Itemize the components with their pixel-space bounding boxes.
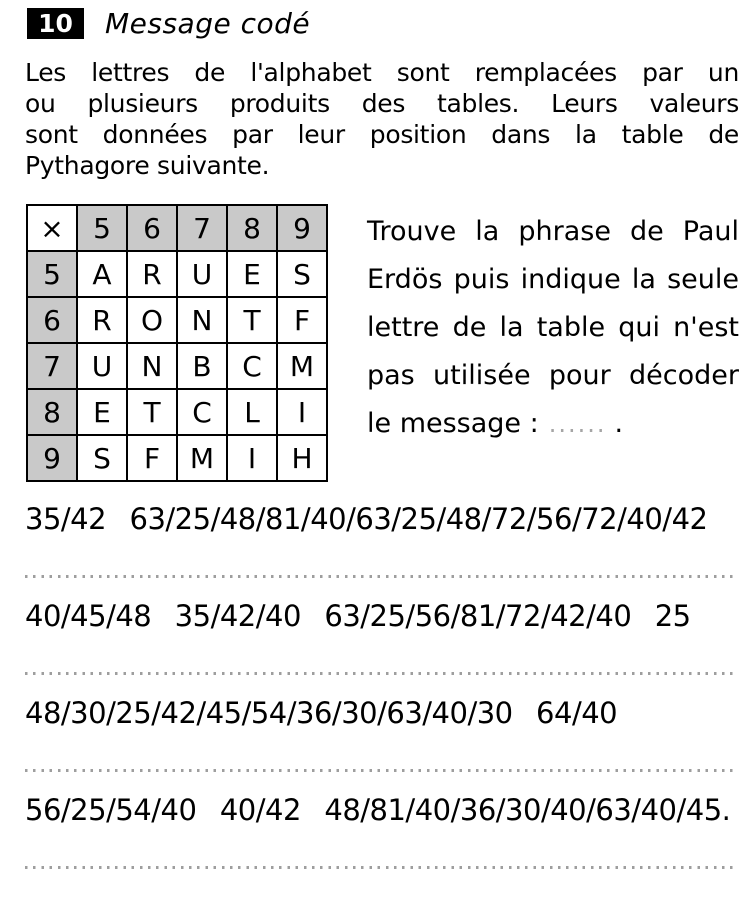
intro-line: Pythagore suivante. [25,151,270,180]
letter-cell: U [177,251,227,297]
table-row [27,435,327,481]
dotted-answer-line [25,672,737,675]
intro-line: Les lettres de l'alphabet sont remplacées par un [25,58,739,87]
coded-line: 56/25/54/40 40/42 48/81/40/36/30/40/63/40/45. [25,793,731,827]
pythagore-table [26,204,328,482]
col-header-cell: 8 [227,205,277,251]
dotted-answer-line [25,866,737,869]
answer-blank-dots: ...... [548,410,607,438]
instruction-line: Trouve la phrase de Paul [367,216,739,247]
instruction-last-suffix: . [614,408,624,439]
letter-cell: L [227,389,277,435]
coded-line: 48/30/25/42/45/54/36/30/63/40/30 64/40 [25,696,618,730]
intro-line: ou plusieurs produits des tables. Leurs valeurs [25,89,739,118]
coded-line: 35/42 63/25/48/81/40/63/25/48/72/56/72/40/42 [25,502,708,536]
letter-cell: S [277,251,327,297]
letter-cell: U [77,343,127,389]
row-header-cell: 5 [27,251,77,297]
intro-paragraph [25,57,739,181]
letter-cell: E [227,251,277,297]
letter-cell: A [77,251,127,297]
row-header-cell: 8 [27,389,77,435]
letter-cell: I [277,389,327,435]
letter-cell: N [127,343,177,389]
instruction-line: lettre de la table qui n'est [367,312,739,343]
letter-cell: E [77,389,127,435]
instruction-line: Erdös puis indique la seule [367,264,739,295]
letter-cell: H [277,435,327,481]
letter-cell: F [277,297,327,343]
table-row [27,389,327,435]
letter-cell: R [127,251,177,297]
letter-cell: M [277,343,327,389]
multiply-sign-cell: × [27,205,77,251]
row-header-cell: 7 [27,343,77,389]
table-row [27,343,327,389]
instruction-text [367,204,739,448]
letter-cell: I [227,435,277,481]
col-header-cell: 7 [177,205,227,251]
col-header-cell: 6 [127,205,177,251]
letter-cell: N [177,297,227,343]
coded-message-section [25,502,737,869]
intro-line: sont données par leur position dans la table de [25,120,739,149]
table-row [27,297,327,343]
exercise-number-badge: 10 [27,8,84,39]
letter-cell: T [127,389,177,435]
table-row [27,251,327,297]
coded-line: 40/45/48 35/42/40 63/25/56/81/72/42/40 25 [25,599,691,633]
instruction-line: pas utilisée pour décoder [367,360,739,391]
letter-cell: O [127,297,177,343]
col-header-cell: 9 [277,205,327,251]
row-header-cell: 9 [27,435,77,481]
letter-cell: C [227,343,277,389]
col-header-cell: 5 [77,205,127,251]
row-header-cell: 6 [27,297,77,343]
letter-cell: R [77,297,127,343]
table-and-instruction-section [26,204,739,482]
letter-cell: M [177,435,227,481]
dotted-answer-line [25,769,737,772]
letter-cell: B [177,343,227,389]
letter-cell: C [177,389,227,435]
exercise-header [0,0,756,39]
table-row [27,205,327,251]
letter-cell: F [127,435,177,481]
instruction-line [367,400,739,448]
letter-cell: S [77,435,127,481]
exercise-title: Message codé [105,7,311,40]
instruction-last-prefix: le message : [367,408,539,439]
letter-cell: T [227,297,277,343]
dotted-answer-line [25,575,737,578]
